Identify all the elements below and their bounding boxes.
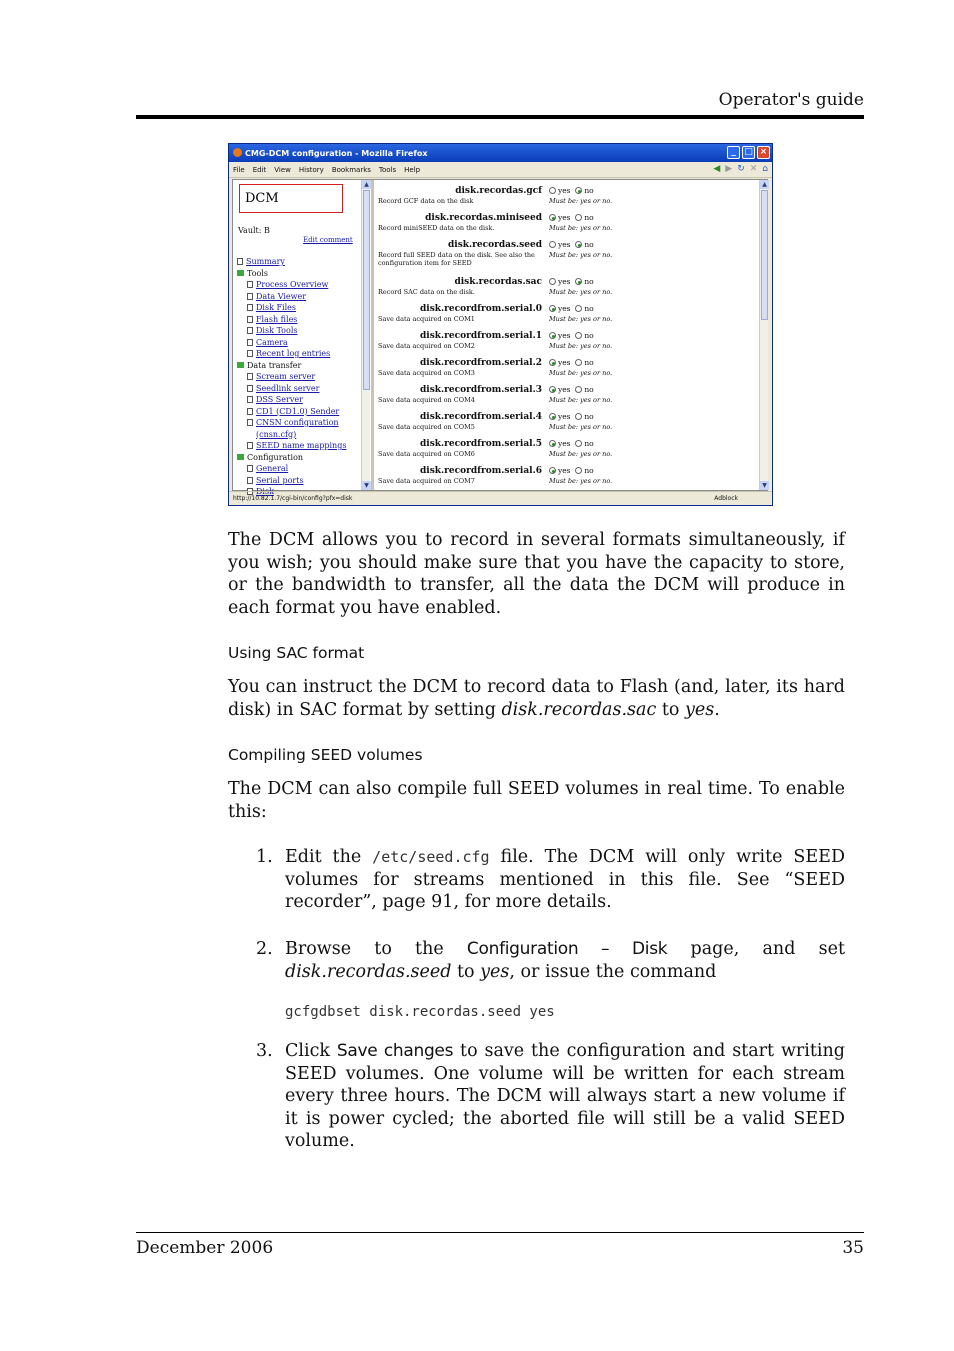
sac-paragraph bbox=[228, 676, 845, 721]
radio-yes-label: yes bbox=[558, 466, 571, 475]
radio-no-label: no bbox=[584, 385, 594, 394]
setting-name: disk.recordas.sac bbox=[454, 277, 542, 287]
dcm-label-box: DCM bbox=[239, 184, 343, 213]
setting-row bbox=[378, 385, 758, 412]
setting-options bbox=[549, 358, 594, 367]
nav-tree bbox=[237, 256, 346, 498]
setting-row bbox=[378, 304, 758, 331]
radio-yes-label: yes bbox=[558, 385, 571, 394]
nav-frame bbox=[233, 180, 361, 496]
setting-constraint: Must be: yes or no. bbox=[549, 224, 613, 232]
seed-paragraph: The DCM can also compile full SEED volumes in real time. To enable this: bbox=[228, 779, 845, 822]
step2-text-a: Browse to the bbox=[285, 939, 467, 959]
setting-name: disk.recordas.gcf bbox=[455, 186, 542, 196]
tree-item[interactable] bbox=[237, 417, 346, 429]
tree-item[interactable] bbox=[237, 406, 346, 418]
radio-no-label: no bbox=[584, 240, 594, 249]
setting-name: disk.recordas.seed bbox=[448, 240, 542, 250]
back-arrow-icon[interactable]: ◀ bbox=[713, 164, 721, 174]
sac-text-e: . bbox=[714, 699, 720, 720]
radio-no[interactable] bbox=[575, 413, 582, 420]
ui-reference-save-changes: Save changes bbox=[336, 1041, 454, 1061]
radio-no[interactable] bbox=[575, 305, 582, 312]
radio-yes[interactable] bbox=[549, 187, 556, 194]
setting-name: disk.recordfrom.serial.6 bbox=[419, 466, 542, 476]
tree-item-label[interactable]: Scream server bbox=[256, 372, 316, 381]
setting-row bbox=[378, 466, 758, 493]
setting-constraint: Must be: yes or no. bbox=[549, 342, 613, 350]
tree-item[interactable] bbox=[237, 463, 346, 475]
tree-item bbox=[237, 360, 346, 372]
page-icon bbox=[237, 258, 243, 265]
setting-name: disk.recordfrom.serial.3 bbox=[419, 385, 542, 395]
radio-no[interactable] bbox=[575, 359, 582, 366]
setting-options bbox=[549, 213, 594, 222]
setting-options bbox=[549, 412, 594, 421]
setting-constraint: Must be: yes or no. bbox=[549, 197, 613, 205]
radio-no[interactable] bbox=[575, 386, 582, 393]
tree-item bbox=[237, 452, 346, 464]
radio-no-label: no bbox=[584, 186, 594, 195]
radio-yes-label: yes bbox=[558, 277, 571, 286]
setting-description: Record GCF data on the disk bbox=[378, 197, 474, 205]
tree-item[interactable] bbox=[237, 371, 346, 383]
tree-item-label[interactable]: SEED name mappings bbox=[256, 441, 347, 450]
tree-item[interactable] bbox=[237, 440, 346, 452]
tree-item-label[interactable]: CNSN configuration bbox=[256, 418, 339, 427]
page-icon bbox=[247, 465, 253, 472]
setting-row bbox=[378, 277, 758, 304]
radio-yes-label: yes bbox=[558, 304, 571, 313]
setting-constraint: Must be: yes or no. bbox=[549, 369, 613, 377]
setting-description: Save data acquired on COM4 bbox=[378, 396, 475, 404]
scroll-thumb[interactable] bbox=[363, 190, 370, 390]
radio-yes[interactable] bbox=[549, 359, 556, 366]
menu-bookmarks[interactable]: Bookmarks bbox=[331, 166, 371, 174]
tree-item-label: Data transfer bbox=[247, 360, 302, 370]
setting-constraint: Must be: yes or no. bbox=[549, 288, 613, 296]
footer-date: December 2006 bbox=[136, 1238, 274, 1258]
window-title: CMG-DCM configuration - Mozilla Firefox bbox=[245, 149, 428, 158]
tree-item[interactable] bbox=[237, 279, 346, 291]
list-item-2 bbox=[256, 938, 845, 983]
page-icon bbox=[247, 477, 253, 484]
setting-description: Record SAC data on the disk. bbox=[378, 288, 475, 296]
step1-text-a: Edit the bbox=[285, 847, 373, 867]
setting-options bbox=[549, 439, 594, 448]
radio-no-label: no bbox=[584, 358, 594, 367]
page-icon bbox=[247, 419, 253, 426]
page-icon bbox=[247, 316, 253, 323]
left-scrollbar[interactable] bbox=[361, 180, 370, 490]
close-icon[interactable]: × bbox=[757, 146, 770, 159]
radio-no[interactable] bbox=[575, 278, 582, 285]
vault-label: Vault: B bbox=[238, 226, 270, 235]
menu-history[interactable]: History bbox=[298, 166, 324, 174]
radio-no-label: no bbox=[584, 304, 594, 313]
status-url: http://10.82.1.7/cgi-bin/config?pfx=disk bbox=[233, 495, 353, 502]
status-bar bbox=[229, 491, 772, 505]
radio-yes-label: yes bbox=[558, 331, 571, 340]
tree-item-label: Configuration bbox=[247, 452, 304, 462]
command-line: gcfgdbset disk.recordas.seed yes bbox=[285, 1004, 555, 1020]
setting-name: disk.recordfrom.serial.5 bbox=[419, 439, 542, 449]
setting-description: Save data acquired on COM5 bbox=[378, 423, 475, 431]
list-text bbox=[285, 846, 845, 914]
tree-item bbox=[237, 268, 346, 280]
tree-item-label[interactable]: CD1 (CD1.0) Sender bbox=[256, 406, 340, 416]
tree-item[interactable] bbox=[237, 475, 346, 487]
setting-options bbox=[549, 331, 594, 340]
stop-icon[interactable]: ✕ bbox=[749, 164, 758, 174]
radio-no[interactable] bbox=[575, 440, 582, 447]
radio-yes[interactable] bbox=[549, 305, 556, 312]
page-icon bbox=[247, 293, 253, 300]
radio-no-label: no bbox=[584, 466, 594, 475]
setting-constraint: Must be: yes or no. bbox=[549, 477, 613, 485]
tree-item-label[interactable]: Flash files bbox=[256, 314, 298, 324]
config-file-path: /etc/seed.cfg bbox=[372, 848, 490, 866]
tree-item-label[interactable]: Serial ports bbox=[256, 475, 304, 485]
setting-options bbox=[549, 186, 594, 195]
setting-row bbox=[378, 439, 758, 466]
setting-row bbox=[378, 213, 758, 240]
folder-icon bbox=[237, 362, 244, 368]
radio-yes[interactable] bbox=[549, 413, 556, 420]
setting-name: disk.recordfrom.serial.4 bbox=[419, 412, 542, 422]
right-scrollbar[interactable] bbox=[759, 180, 768, 490]
minimize-icon[interactable]: _ bbox=[727, 146, 740, 159]
radio-no[interactable] bbox=[575, 467, 582, 474]
menu-edit[interactable]: Edit bbox=[252, 166, 267, 174]
scroll-up-arrow-icon[interactable]: ▲ bbox=[760, 180, 769, 189]
tree-item[interactable] bbox=[237, 256, 346, 268]
setting-options bbox=[549, 240, 594, 249]
tree-item-label[interactable]: Process Overview bbox=[256, 280, 329, 289]
page-icon bbox=[247, 385, 253, 392]
setting-description: Save data acquired on COM7 bbox=[378, 477, 475, 485]
tree-item-label[interactable]: Seedlink server bbox=[256, 383, 320, 393]
radio-no-label: no bbox=[584, 277, 594, 286]
browser-content bbox=[232, 179, 768, 496]
sac-text-c: to bbox=[656, 699, 685, 720]
tree-item-label[interactable]: (cnsn.cfg) bbox=[256, 429, 297, 439]
setting-name: disk.recordfrom.serial.1 bbox=[419, 331, 542, 341]
step2-text-f: , or issue the command bbox=[509, 961, 717, 982]
tree-item-label[interactable]: Disk Tools bbox=[256, 326, 298, 335]
maximize-icon[interactable]: □ bbox=[742, 146, 755, 159]
radio-no-label: no bbox=[584, 439, 594, 448]
tree-item-label[interactable]: Disk Files bbox=[256, 303, 296, 312]
setting-description: Record miniSEED data on the disk. bbox=[378, 224, 495, 232]
list-item-1 bbox=[256, 846, 845, 914]
tree-item-label[interactable]: Data Viewer bbox=[256, 291, 307, 301]
scroll-up-arrow-icon[interactable]: ▲ bbox=[362, 180, 371, 189]
tree-item[interactable] bbox=[237, 302, 346, 314]
menu-view[interactable]: View bbox=[274, 166, 291, 174]
step2-text-b: page, and set bbox=[667, 939, 845, 959]
page-number: 35 bbox=[842, 1238, 864, 1258]
tree-item-label[interactable]: Recent log entries bbox=[256, 349, 331, 358]
setting-row bbox=[378, 412, 758, 439]
page-icon bbox=[247, 304, 253, 311]
page-icon bbox=[247, 442, 253, 449]
setting-constraint: Must be: yes or no. bbox=[549, 251, 613, 259]
radio-yes[interactable] bbox=[549, 278, 556, 285]
step3-text-a: Click bbox=[285, 1041, 337, 1061]
radio-yes[interactable] bbox=[549, 467, 556, 474]
radio-no-label: no bbox=[584, 331, 594, 340]
tree-item[interactable] bbox=[237, 429, 346, 441]
setting-row bbox=[378, 358, 758, 385]
radio-yes[interactable] bbox=[549, 214, 556, 221]
radio-yes[interactable] bbox=[549, 332, 556, 339]
footer-rule bbox=[136, 1232, 864, 1233]
tree-item[interactable] bbox=[237, 291, 346, 303]
radio-no[interactable] bbox=[575, 214, 582, 221]
edit-comment-link[interactable]: Edit comment bbox=[303, 236, 353, 244]
browser-screenshot bbox=[228, 143, 773, 506]
radio-no[interactable] bbox=[575, 241, 582, 248]
list-text bbox=[285, 1040, 845, 1153]
menu-file[interactable]: File bbox=[233, 166, 245, 174]
sac-setting-value: yes bbox=[684, 699, 715, 720]
menu-bar bbox=[229, 162, 772, 178]
tree-item-label[interactable]: Summary bbox=[246, 257, 285, 266]
setting-description: Save data acquired on COM6 bbox=[378, 450, 475, 458]
setting-constraint: Must be: yes or no. bbox=[549, 423, 613, 431]
list-number: 3. bbox=[256, 1041, 273, 1061]
setting-name: disk.recordfrom.serial.0 bbox=[419, 304, 542, 314]
tree-item[interactable] bbox=[237, 337, 346, 349]
folder-icon bbox=[237, 270, 244, 276]
list-text bbox=[285, 938, 845, 983]
menu-help[interactable]: Help bbox=[404, 166, 421, 174]
setting-name: disk.recordas.miniseed bbox=[425, 213, 542, 223]
setting-row bbox=[378, 331, 758, 358]
setting-description: Save data acquired on COM1 bbox=[378, 315, 475, 323]
folder-icon bbox=[237, 454, 244, 460]
section-heading-seed: Compiling SEED volumes bbox=[228, 746, 423, 764]
scroll-down-arrow-icon[interactable]: ▼ bbox=[760, 481, 769, 490]
tree-item[interactable] bbox=[237, 394, 346, 406]
radio-yes-label: yes bbox=[558, 439, 571, 448]
step3-text-b: to save the configuration and start writing SEED volumes. One volume will be written for each stream every three hours. The DCM will always start a new volume if it is power cycled; the aborted file will still be a valid SEED volume. bbox=[285, 1041, 845, 1151]
tree-item-label[interactable]: Disk bbox=[256, 487, 274, 496]
section-heading-sac: Using SAC format bbox=[228, 644, 365, 662]
menu-tools[interactable]: Tools bbox=[378, 166, 397, 174]
page-icon bbox=[247, 408, 253, 415]
radio-no[interactable] bbox=[575, 332, 582, 339]
radio-yes[interactable] bbox=[549, 241, 556, 248]
radio-yes-label: yes bbox=[558, 412, 571, 421]
header-rule bbox=[136, 115, 864, 119]
setting-options bbox=[549, 466, 594, 475]
window-titlebar bbox=[229, 144, 772, 162]
radio-no[interactable] bbox=[575, 187, 582, 194]
tree-item[interactable] bbox=[237, 383, 346, 395]
scroll-down-arrow-icon[interactable]: ▼ bbox=[362, 481, 371, 490]
setting-constraint: Must be: yes or no. bbox=[549, 396, 613, 404]
sac-text-a: You can instruct the DCM to record data to Flash (and, later, its hard disk) in SAC format by setting bbox=[228, 677, 845, 720]
page-icon bbox=[247, 373, 253, 380]
scroll-thumb[interactable] bbox=[761, 190, 768, 320]
tree-item-label: Tools bbox=[247, 268, 269, 278]
tree-item-label[interactable]: General bbox=[256, 464, 289, 473]
forward-arrow-icon[interactable]: ▶ bbox=[725, 164, 733, 174]
radio-yes[interactable] bbox=[549, 386, 556, 393]
page-icon bbox=[247, 350, 253, 357]
tree-item-label[interactable]: Camera bbox=[256, 337, 288, 347]
list-item-3 bbox=[256, 1040, 845, 1153]
radio-yes[interactable] bbox=[549, 440, 556, 447]
nav-toolbar bbox=[713, 164, 768, 174]
tree-item-label[interactable]: DSS Server bbox=[256, 395, 303, 404]
seed-setting-value: yes bbox=[480, 961, 510, 982]
page-icon bbox=[247, 339, 253, 346]
setting-description: Save data acquired on COM2 bbox=[378, 342, 475, 350]
step1-text-b: file. The DCM will only write SEED volumes for streams mentioned in this file. See “SEED recorder”, page 91, for more details. bbox=[285, 847, 845, 912]
setting-row bbox=[378, 240, 758, 267]
seed-setting-name: disk.recordas.seed bbox=[285, 961, 452, 982]
setting-options bbox=[549, 304, 594, 313]
radio-yes-label: yes bbox=[558, 240, 571, 249]
tree-item[interactable] bbox=[237, 314, 346, 326]
radio-no-label: no bbox=[584, 213, 594, 222]
setting-options bbox=[549, 385, 594, 394]
radio-yes-label: yes bbox=[558, 213, 571, 222]
page-icon bbox=[247, 327, 253, 334]
firefox-icon bbox=[233, 148, 242, 157]
step2-text-d: to bbox=[451, 961, 481, 982]
settings-frame bbox=[374, 180, 759, 490]
home-icon[interactable]: ⌂ bbox=[762, 164, 768, 174]
list-number: 2. bbox=[256, 939, 273, 959]
radio-yes-label: yes bbox=[558, 358, 571, 367]
page-icon bbox=[247, 396, 253, 403]
setting-description: Save data acquired on COM3 bbox=[378, 369, 475, 377]
setting-constraint: Must be: yes or no. bbox=[549, 450, 613, 458]
ui-reference-configuration-disk: Configuration – Disk bbox=[466, 939, 668, 959]
radio-no-label: no bbox=[584, 412, 594, 421]
setting-constraint: Must be: yes or no. bbox=[549, 315, 613, 323]
window-controls bbox=[727, 146, 770, 159]
header-title: Operator's guide bbox=[718, 90, 864, 110]
tree-item[interactable] bbox=[237, 348, 346, 360]
setting-options bbox=[549, 277, 594, 286]
setting-name: disk.recordfrom.serial.2 bbox=[419, 358, 542, 368]
page-icon bbox=[247, 281, 253, 288]
sac-setting-name: disk.recordas.sac bbox=[501, 699, 657, 720]
radio-yes-label: yes bbox=[558, 186, 571, 195]
intro-paragraph: The DCM allows you to record in several formats simultaneously, if you wish; you should make sure that you have the capacity to store, or the bandwidth to transfer, all the data the DCM will produce in each format you have enabled. bbox=[228, 530, 845, 618]
adblock-label[interactable]: Adblock bbox=[714, 495, 738, 502]
reload-icon[interactable]: ↻ bbox=[737, 164, 745, 174]
tree-item[interactable] bbox=[237, 325, 346, 337]
setting-description: Record full SEED data on the disk. See also the configuration item for SEED bbox=[378, 251, 535, 267]
setting-row bbox=[378, 186, 758, 213]
list-number: 1. bbox=[256, 847, 273, 867]
